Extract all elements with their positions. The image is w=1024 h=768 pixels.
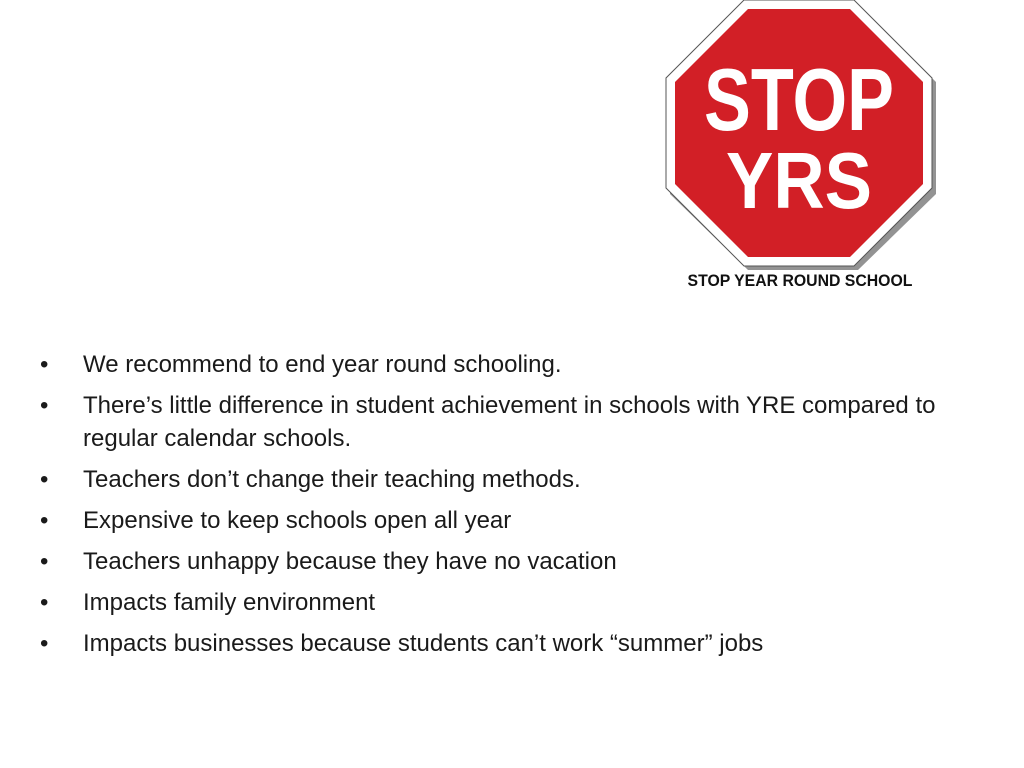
bullet-marker-icon: • bbox=[40, 589, 49, 616]
bullet-item bbox=[40, 627, 980, 660]
bullet-list bbox=[40, 348, 980, 668]
bullet-text: Expensive to keep schools open all year bbox=[83, 507, 512, 534]
stop-sign-icon bbox=[662, 0, 938, 270]
bullet-text: Teachers don’t change their teaching methods. bbox=[83, 466, 581, 493]
sign-top-word: STOP bbox=[704, 50, 894, 149]
bullet-text: Teachers unhappy because they have no vacation bbox=[83, 548, 617, 575]
bullet-marker-icon: • bbox=[40, 351, 49, 378]
bullet-marker-icon: • bbox=[40, 548, 49, 575]
bullet-marker-icon: • bbox=[40, 392, 49, 419]
bullet-item bbox=[40, 545, 980, 578]
bullet-text: Impacts family environment bbox=[83, 589, 376, 616]
bullet-item bbox=[40, 463, 980, 496]
bullet-text: There’s little difference in student achievement in schools with YRE compared to regular calendar schools. bbox=[83, 392, 936, 452]
bullet-marker-icon: • bbox=[40, 507, 49, 534]
bullet-item bbox=[40, 348, 980, 381]
bullet-item bbox=[40, 586, 980, 619]
bullet-item bbox=[40, 504, 980, 537]
stop-sign-logo bbox=[662, 0, 938, 270]
sign-caption: STOP YEAR ROUND SCHOOL bbox=[687, 271, 913, 290]
bullet-marker-icon: • bbox=[40, 466, 49, 493]
bullet-marker-icon: • bbox=[40, 630, 49, 657]
bullet-item bbox=[40, 389, 980, 455]
bullet-text: We recommend to end year round schooling. bbox=[83, 351, 562, 378]
bullet-text: Impacts businesses because students can’t work “summer” jobs bbox=[83, 630, 764, 657]
sign-bottom-word: YRS bbox=[726, 136, 872, 225]
